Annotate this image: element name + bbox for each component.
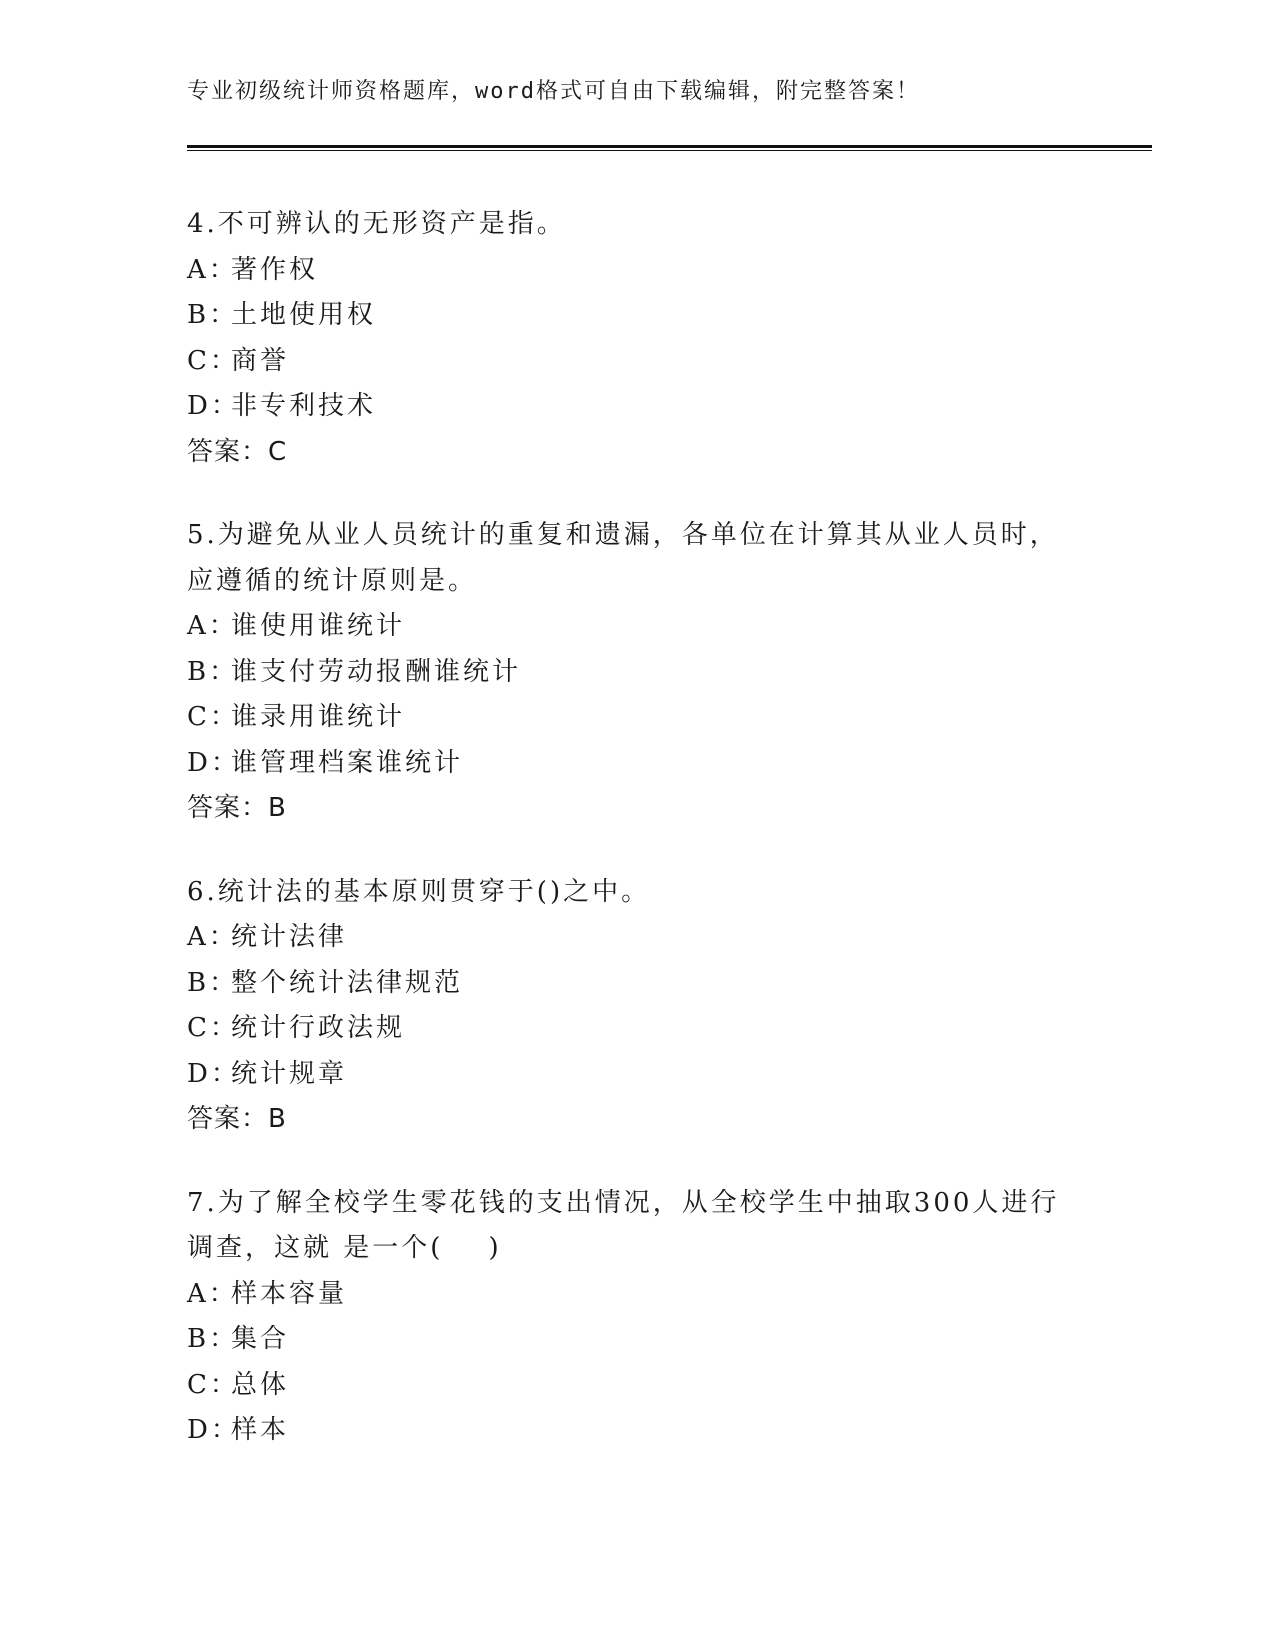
option-d (187, 1408, 1087, 1454)
option-key: A： (187, 611, 238, 641)
header-divider-thin (187, 150, 1152, 151)
option-key: C： (187, 1369, 239, 1400)
option-key: A： (187, 1278, 238, 1309)
option-text: 整个统计法律规范 (231, 967, 464, 998)
option-text: 谁管理档案谁统计 (231, 747, 464, 778)
option-text: 统计法律 (231, 922, 348, 952)
option-d (187, 1052, 1087, 1098)
option-text: 统计规章 (231, 1058, 348, 1089)
option-text: 总体 (231, 1369, 290, 1400)
option-c (187, 339, 1087, 385)
option-text: 样本 (231, 1415, 290, 1445)
answer-line: 答案：B (187, 793, 287, 823)
question-stem: 5.为避免从业人员统计的重复和遗漏，各单位在计算其从业人员时， (187, 520, 1059, 550)
question-stem: 7.为了解全校学生零花钱的支出情况，从全校学生中抽取300人进行 (187, 1187, 1060, 1218)
option-c (187, 695, 1087, 741)
option-b (187, 293, 1087, 339)
option-c (187, 1363, 1087, 1409)
option-key: A： (187, 922, 238, 952)
option-b (187, 961, 1087, 1007)
option-text: 著作权 (231, 254, 319, 285)
option-key: B： (187, 967, 239, 998)
option-key: C： (187, 1013, 239, 1043)
option-b (187, 1317, 1087, 1363)
option-key: C： (187, 345, 239, 376)
question-4 (187, 202, 1087, 475)
option-text: 非专利技术 (231, 391, 377, 421)
option-text: 谁支付劳动报酬谁统计 (231, 656, 522, 687)
option-key: D： (187, 1058, 240, 1089)
option-d (187, 384, 1087, 430)
page-header-text: 专业初级统计师资格题库，word格式可自由下载编辑，附完整答案！ (187, 79, 920, 104)
option-text: 统计行政法规 (231, 1013, 406, 1043)
option-d (187, 741, 1087, 787)
question-6 (187, 870, 1087, 1143)
question-stem-continued: 应遵循的统计原则是。 (187, 565, 478, 596)
option-a (187, 915, 1087, 961)
answer-line: 答案：C (187, 436, 288, 467)
question-stem: 6.统计法的基本原则贯穿于()之中。 (187, 876, 651, 907)
answer-line: 答案：B (187, 1104, 287, 1134)
option-key: C： (187, 702, 239, 732)
question-7 (187, 1181, 1087, 1454)
option-c (187, 1006, 1087, 1052)
option-key: D： (187, 1415, 240, 1445)
option-key: B： (187, 1324, 239, 1354)
option-key: D： (187, 747, 240, 778)
header-divider (187, 145, 1152, 148)
option-key: A： (187, 254, 238, 285)
option-b (187, 650, 1087, 696)
option-text: 谁录用谁统计 (231, 702, 406, 732)
question-5 (187, 513, 1087, 832)
question-stem-continued: 调查，这就 是一个( ) (187, 1233, 502, 1263)
option-a (187, 1272, 1087, 1318)
question-list (187, 202, 1087, 1492)
option-text: 土地使用权 (231, 300, 377, 330)
option-a (187, 604, 1087, 650)
option-key: D： (187, 391, 240, 421)
question-stem: 4.不可辨认的无形资产是指。 (187, 209, 566, 239)
option-key: B： (187, 300, 239, 330)
option-text: 集合 (231, 1324, 290, 1354)
option-text: 样本容量 (231, 1278, 348, 1309)
option-a (187, 248, 1087, 294)
option-text: 商誉 (231, 345, 290, 376)
option-text: 谁使用谁统计 (231, 611, 406, 641)
option-key: B： (187, 656, 239, 687)
